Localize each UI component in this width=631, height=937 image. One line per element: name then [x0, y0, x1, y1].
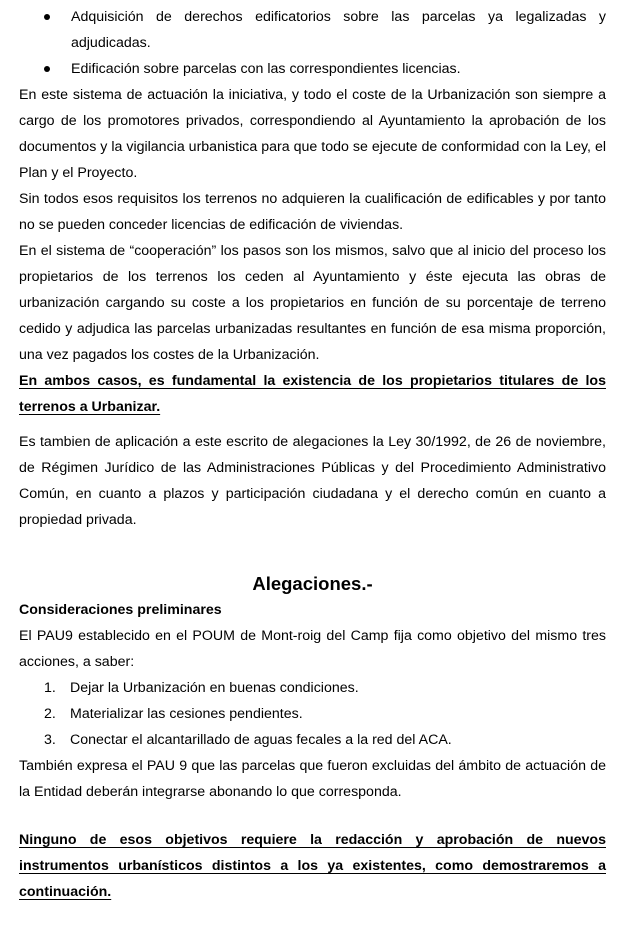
bullet-icon [44, 66, 50, 72]
section-title: Alegaciones.- [252, 573, 373, 594]
item-text: Dejar la Urbanización en buenas condiciones. [70, 680, 359, 696]
bullet-text: Adquisición de derechos edificatorios sobre las parcelas ya legalizadas y adjudicadas. [71, 9, 606, 51]
list-item [19, 675, 606, 701]
paragraph-law: Es tambien de aplicación a este escrito de alegaciones la Ley 30/1992, de 26 de noviembre, de Régimen Jurídico de las Administraciones Públicas y del Procedimiento Administrativo Común, en cuanto a plazos y participación ciudadana y el derecho común en cuanto a propiedad privada. [19, 434, 606, 528]
emphasis-objectives: Ninguno de esos objetivos requiere la redacción y aprobación de nuevos instrumentos urbanísticos distintos a los ya existentes, como demostraremos a continuación. [19, 832, 606, 900]
item-number: 3. [44, 732, 56, 748]
paragraph-intro: El PAU9 establecido en el POUM de Mont-roig del Camp fija como objetivo del mismo tres acciones, a saber: [19, 628, 606, 670]
document-page [19, 4, 606, 905]
item-number: 1. [44, 680, 56, 696]
list-item [19, 701, 606, 727]
item-number: 2. [44, 706, 56, 722]
subsection-title: Consideraciones preliminares [19, 602, 222, 618]
paragraph-requirements: Sin todos esos requisitos los terrenos no adquieren la cualificación de edificables y por tanto no se pueden conceder licencias de edificación de viviendas. [19, 191, 606, 233]
emphasis-owners: En ambos casos, es fundamental la existencia de los propietarios titulares de los terrenos a Urbanizar. [19, 373, 606, 415]
list-item [19, 4, 606, 56]
numbered-list [19, 675, 606, 753]
item-text: Conectar el alcantarillado de aguas fecales a la red del ACA. [70, 732, 452, 748]
bullet-list [19, 4, 606, 82]
bullet-icon [44, 14, 50, 20]
paragraph-cooperation: En el sistema de “cooperación” los pasos son los mismos, salvo que al inicio del proceso los propietarios de los terrenos los ceden al Ayuntamiento y éste ejecuta las obras de urbanización cargando su coste a los propietarios en función de su porcentaje de terreno cedido y adjudica las parcelas urbanizadas resultantes en función de esa misma proporción, una vez pagados los costes de la Urbanización. [19, 243, 606, 363]
bullet-text: Edificación sobre parcelas con las correspondientes licencias. [71, 61, 461, 77]
list-item [19, 727, 606, 753]
item-text: Materializar las cesiones pendientes. [70, 706, 303, 722]
paragraph-private-initiative: En este sistema de actuación la iniciativa, y todo el coste de la Urbanización son siempre a cargo de los promotores privados, correspondiendo al Ayuntamiento la aprobación de los documentos y la vigilancia urbanistica para que todo se ejecute de conformidad con la Ley, el Plan y el Proyecto. [19, 87, 606, 181]
paragraph-pau: También expresa el PAU 9 que las parcelas que fueron excluidas del ámbito de actuación de la Entidad deberán integrarse abonando lo que corresponda. [19, 758, 606, 800]
list-item [19, 56, 606, 82]
